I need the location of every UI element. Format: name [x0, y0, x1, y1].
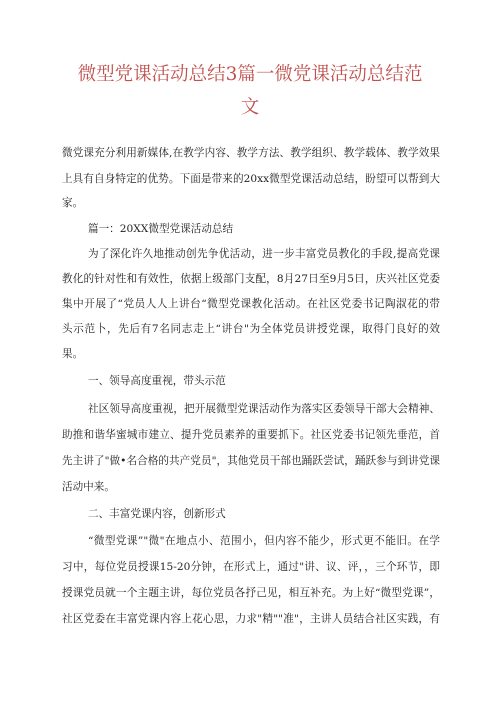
body-line: 授课党员就一个主题主讲，每位党员各抒己见，相互补充。为上好“微型党课”，: [62, 587, 440, 599]
body-line: 教化的针对性和有效性，依据上级部门支配，8月27日至9月5日，庆兴社区党委: [62, 273, 440, 285]
section-heading: 二、丰富党课内容，创新形式: [88, 508, 226, 520]
body-line: 头示范卜，先后有7名同志走上“讲台"为全体党员讲授党课，取得门良好的效: [62, 323, 440, 335]
body-line: 社区领导高度重视，把开展微型党课活动作为落实区委领导干部大会精神、: [88, 403, 440, 415]
section-heading: 篇一：20XX微型党课活动总结: [88, 223, 234, 235]
body-line: “微型党课”"微"在地点小、范围小，但内容不能少，形式更不能旧。在学: [88, 535, 440, 547]
body-line: 集中开展了“党员人人上讲台“微型党课教化活动。在社区党委书记陶淑花的带: [62, 298, 440, 310]
document-title-line-2: 文: [240, 97, 260, 118]
body-line: 果。: [62, 348, 84, 360]
body-line: 为了深化许久地推动创先争优活动，进一步丰富党员教化的手段,提高党课: [88, 248, 440, 260]
section-heading: 一、领导高度重视，带头示范: [88, 375, 226, 387]
body-line: 上具有自身特定的优势。下面是带来的20xx微型党课活动总结，盼望可以帮到大: [62, 173, 440, 185]
body-line: 活动中来。: [62, 481, 115, 493]
body-line: 家。: [62, 197, 84, 209]
body-line: 助推和谐华蜜城市建立、提升党员素养的重要抓下。社区党委书记领先垂范，首: [62, 429, 440, 441]
body-line: 先主讲了"做•名合格的共产党员"，其他党员干部也踊跃尝试，踊跃参与到讲党课: [62, 455, 440, 467]
document-title-line-1: 微型党课活动总结3篇一微党课活动总结范: [77, 64, 423, 85]
body-line: 习中，每位党员授课15-20分钟，在形式上，通过"讲、议、评，，三个环节，即: [62, 561, 440, 573]
body-line: 社区党委在丰富党课内容上花心思，力求"精""准"，主讲人员结合社区实践，有: [62, 613, 440, 625]
body-line: 微党课充分利用新媒体,在教学内容、教学方法、教学组织、教学载体、教学效果: [62, 147, 440, 159]
